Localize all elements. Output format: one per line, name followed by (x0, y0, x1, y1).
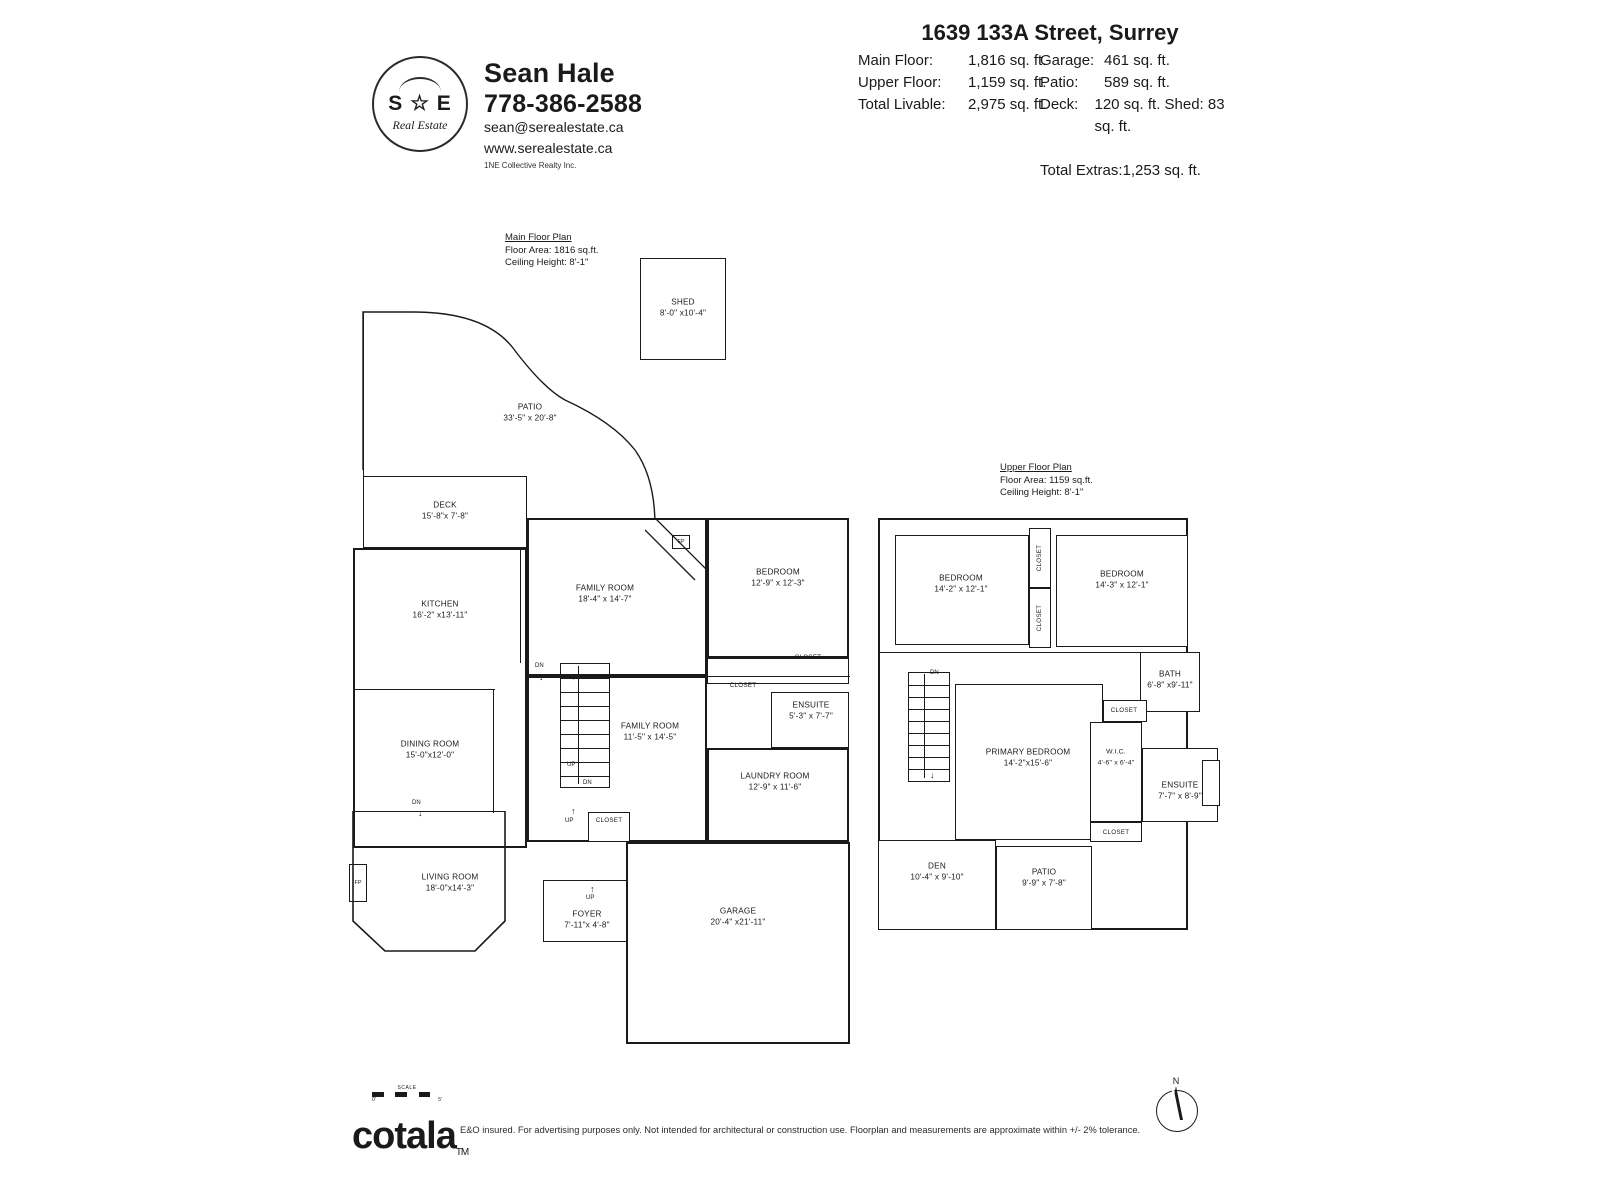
room-label-foyer: FOYER 7'-11"x 4'-8" (564, 909, 610, 929)
stats-left (858, 50, 1046, 116)
up-marker-foyer: UP (586, 895, 595, 901)
up-arrow-lower: ↑ (571, 806, 576, 816)
dn-arrow-main: ↓ (539, 672, 544, 682)
roof-icon (399, 77, 441, 92)
fireplace-family: FP (672, 535, 690, 549)
scale-bar (372, 1085, 442, 1103)
room-label-patio-upper: PATIO 9'-9" x 7'-8" (1022, 867, 1066, 887)
room-wic (1090, 722, 1142, 822)
upper-floor-area: Floor Area: 1159 sq.ft. (1000, 474, 1093, 486)
stat-key: Total Livable: (858, 96, 946, 113)
agent-brokerage: 1NE Collective Realty Inc. (484, 161, 577, 170)
room-label-laundry: LAUNDRY ROOM 12'-9" x 11'-6" (740, 771, 810, 791)
room-label-bath-upper: BATH 6'-8" x9'-11" (1147, 669, 1193, 689)
dn-marker-dining: DN (412, 800, 421, 806)
closet-label-1: CLOSET (794, 653, 822, 661)
wall-kitchen-dining (353, 689, 495, 690)
room-label-bedroom-upper-left: BEDROOM 14'-2" x 12'-1" (934, 573, 988, 593)
family-room-angle (645, 518, 711, 588)
dn-marker-upper: DN (930, 670, 939, 676)
wall-closet-divider (698, 676, 850, 677)
room-label-patio: PATIO 33'-5" x 20'-8" (503, 402, 557, 422)
agent-website[interactable]: www.serealestate.ca (484, 140, 613, 156)
room-label-living: LIVING ROOM 18'-0"x14'-3" (421, 872, 479, 892)
room-den (878, 840, 996, 930)
room-label-bedroom-main: BEDROOM 12'-9" x 12'-3" (751, 567, 805, 587)
up-marker-lower: UP (565, 818, 574, 824)
patio-wall-left (363, 312, 364, 477)
closet-upper-label-4: CLOSET (1102, 828, 1130, 836)
ensuite-bump (1202, 760, 1220, 806)
stat-value: 2,975 sq. ft. (968, 96, 1047, 113)
dn-arrow-dining: ↓ (418, 808, 423, 818)
room-label-primary-bedroom: PRIMARY BEDROOM 14'-2"x15'-6" (985, 747, 1071, 767)
stats-right (1040, 50, 1240, 182)
room-label-bedroom-upper-right: BEDROOM 14'-3" x 12'-1" (1095, 569, 1149, 589)
stat-key: Deck: (1040, 96, 1079, 113)
brand-tm: TM (455, 1147, 469, 1158)
dn-marker-lower: DN (583, 780, 592, 786)
wall-kitchen-right (520, 548, 521, 663)
up-arrow-foyer: ↑ (590, 884, 595, 894)
stair-rail-upper (924, 674, 925, 778)
room-label-wic: W.I.C. 4'-6" x 6'-4" (1097, 748, 1135, 766)
scale-segments (372, 1092, 442, 1097)
closet-upper-label-2: CLOSET (1035, 604, 1043, 632)
stat-key: Upper Floor: (858, 74, 942, 91)
room-laundry (707, 748, 849, 842)
agent-name: Sean Hale (484, 58, 615, 88)
compass-icon (1148, 1078, 1204, 1134)
main-house-left-block (353, 548, 527, 848)
logo-letters: S ☆ E (388, 92, 452, 115)
stat-key: Patio: (1040, 74, 1079, 91)
brand-name: cotala (352, 1115, 456, 1157)
up-marker-main: UP (567, 762, 576, 768)
closet-main-1 (707, 658, 849, 684)
stat-value: 589 sq. ft. (1104, 74, 1170, 91)
stair-rail (578, 666, 579, 784)
room-bedroom-upper-right (1056, 535, 1188, 647)
agent-email[interactable]: sean@serealestate.ca (484, 119, 624, 135)
up-arrow-main: ↑ (571, 672, 576, 682)
main-floor-title-text: Main Floor Plan (505, 232, 572, 243)
scale-end: 5' (438, 1097, 442, 1103)
upper-floor-plan-title (1000, 462, 1093, 500)
dn-arrow-upper: ↓ (930, 770, 935, 780)
closet-upper-label-3: CLOSET (1110, 706, 1138, 714)
room-label-deck: DECK 15'-8"x 7'-8" (421, 500, 469, 520)
scale-start: 0' (372, 1097, 376, 1103)
room-label-ensuite-main: ENSUITE 5'-3" x 7'-7" (789, 700, 833, 720)
staircase-upper (908, 672, 950, 782)
room-label-family-upper: FAMILY ROOM 18'-4" x 14'-7" (575, 583, 635, 603)
closet-label-3: CLOSET (595, 816, 623, 824)
upper-floor-ceiling: Ceiling Height: 8'-1" (1000, 487, 1084, 498)
dn-marker-main: DN (535, 663, 544, 669)
stat-key: Main Floor: (858, 52, 934, 69)
wall-dining-right (493, 689, 494, 813)
compass-north-label: N (1172, 1076, 1180, 1086)
staircase-main (560, 663, 610, 788)
closet-upper-label-1: CLOSET (1035, 544, 1043, 572)
total-extras: Total Extras:1,253 sq. ft. (1040, 162, 1201, 179)
stat-value: 1,816 sq. ft. (968, 52, 1047, 69)
stat-value: 120 sq. ft. Shed: 83 sq. ft. (1094, 96, 1225, 135)
upper-floor-title-text: Upper Floor Plan (1000, 462, 1072, 473)
scale-caption: SCALE (397, 1085, 417, 1091)
disclaimer-text: E&O insured. For advertising purposes only. Not intended for architectural or construction use. Floorplan and measurements are approximate within +/- 2% tolerance. (460, 1125, 1141, 1135)
brand-logo (352, 1115, 468, 1158)
room-label-dining: DINING ROOM 15'-0"x12'-0" (400, 739, 460, 759)
main-floor-area: Floor Area: 1816 sq.ft. (505, 244, 599, 256)
room-label-garage: GARAGE 20'-4" x21'-11" (710, 906, 766, 926)
closet-label-2: CLOSET (729, 681, 757, 689)
stat-value: 1,159 sq. ft. (968, 74, 1047, 91)
main-floor-ceiling: Ceiling Height: 8'-1" (505, 257, 589, 268)
room-label-family-lower: FAMILY ROOM 11'-5" x 14'-5" (620, 721, 680, 741)
room-label-ensuite-upper: ENSUITE 7'-7" x 8'-9" (1158, 780, 1202, 800)
fireplace-living: FP (349, 864, 367, 902)
stat-value: 461 sq. ft. (1104, 52, 1170, 69)
page-title: 1639 133A Street, Surrey (921, 20, 1179, 45)
room-garage (626, 842, 850, 1044)
main-floor-plan-title (505, 232, 598, 270)
room-label-shed: SHED 8'-0" x10'-4" (659, 297, 707, 317)
agent-phone[interactable]: 778-386-2588 (484, 90, 643, 118)
logo-subtitle: Real Estate (392, 118, 448, 132)
room-label-kitchen: KITCHEN 16'-2" x13'-11" (412, 599, 468, 619)
agent-logo (372, 56, 468, 152)
stat-key: Garage: (1040, 52, 1095, 69)
room-label-den: DEN 10'-4" x 9'-10" (910, 861, 964, 881)
